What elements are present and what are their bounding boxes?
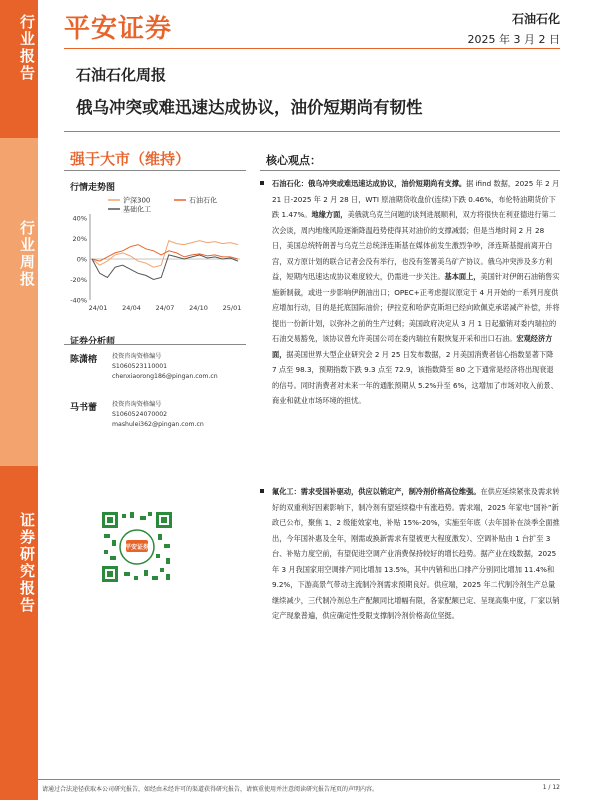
oil-macro-label: 宏观经济方面， (272, 334, 553, 359)
rating-divider (64, 170, 246, 171)
analyst-license-label: 投资咨询资格编号 (112, 401, 162, 408)
series-line (92, 255, 238, 280)
analyst-name: 马书蕾 (70, 403, 98, 413)
oil-lead: 石油石化：俄乌冲突或难迅速达成协议，油价短期尚有支撑。 (272, 179, 467, 188)
report-headline: 俄乌冲突或难迅速达成协议，油价短期尚有韧性 (76, 98, 423, 117)
key-view-oil (260, 176, 560, 409)
trend-chart-title: 行情走势图 (70, 183, 116, 193)
oil-supply-text: 美国针对伊朗石油销售实施新制裁，或进一步影响伊朗油出口；OPEC+正考虑提议原定于 4 月开始的一系列月度供应增加行动，目的是托底国际油价；伊拉克和哈萨克斯坦已经向欧佩克承诺减产补偿，并将提出一份新计划，以弥补之前的生产过剩；美国政府决定从 3 月 1 日起撤销对委内瑞拉的石油交易豁免，该协议曾允许美国公司在委内瑞拉有限恢复开采和出口石油。 (272, 272, 560, 343)
analyst-details (112, 400, 204, 430)
analyst-license-label: 投资咨询资格编号 (112, 353, 162, 360)
sidebar-bottom-band (0, 466, 38, 800)
headline-divider (64, 131, 560, 132)
x-tick-label: 25/01 (222, 304, 242, 312)
sidebar-label-industry-report: 行业报告 (18, 14, 36, 82)
sidebar-label-weekly: 行业周报 (18, 220, 36, 288)
x-tick-label: 24/01 (88, 304, 108, 312)
key-views-divider (260, 170, 560, 171)
analyst-license-number: S1060523110001 (112, 363, 168, 370)
header-divider (64, 48, 560, 49)
qr-code-icon[interactable] (100, 510, 174, 584)
y-tick-label: 40% (72, 214, 87, 223)
bullet-icon (260, 489, 264, 493)
page-number: 1 / 12 (542, 784, 560, 791)
sidebar-mid-band (0, 138, 38, 466)
oil-geo-label: 地缘方面， (311, 210, 348, 219)
y-tick-label: -40% (70, 296, 87, 305)
analyst-email[interactable]: mashulei362@pingan.com.cn (112, 421, 204, 428)
header-sector: 石油石化 (511, 12, 560, 26)
y-tick-label: 20% (72, 235, 87, 243)
y-tick-label: 0% (76, 255, 87, 264)
analyst-details (112, 352, 218, 382)
sidebar-label-securities-research: 证券研究报告 (18, 512, 36, 614)
bullet-icon (260, 181, 264, 185)
analyst-name: 陈潇榕 (70, 355, 98, 365)
qr-logo-text: 平安证券 (124, 544, 150, 551)
legend-label: 石油石化 (189, 196, 217, 205)
footer-divider (38, 779, 560, 780)
key-view-fluorochem (260, 484, 560, 624)
oil-geo-text: 美俄就乌克兰问题的谈判进展顺利，双方将很快在利亚德进行第二次会谈，周内地缘风险逐渐降温趋势使得其对油价的支撑减弱；但是当地时间 2 月 28 日，美国总统特朗普与乌克兰总统泽连斯基在媒体前发生激烈争吵，泽连斯基提前离开白宫，双方原计划的联合记者会没有举行，也没有签署美乌矿产协议。俄乌冲突涉及多方利益，短期内迅速达成协议难度较大，仍需进一步关注。 (272, 210, 556, 281)
report-series: 石油石化周报 (76, 66, 167, 84)
series-line (92, 245, 238, 262)
analyst-divider (64, 344, 246, 345)
x-tick-label: 24/10 (189, 304, 208, 312)
analyst-license-number: S1060524070002 (112, 411, 168, 418)
key-views-title: 核心观点： (266, 154, 321, 167)
sidebar-top-band (0, 0, 38, 138)
legend-label: 沪深300 (123, 196, 151, 205)
x-tick-label: 24/07 (155, 304, 175, 312)
oil-price-text: 据 ifind 数据，2025 年 2 月 21 日-2025 年 2 月 28 日，WTI 原油期货收盘价(连续)下跌 0.46%，布伦特油期货价下跌 1.47%。 (272, 179, 560, 219)
pingan-logo: 平安证券 (64, 14, 173, 44)
x-tick-label: 24/04 (122, 304, 141, 312)
header-date: 2025 年 3 月 2 日 (467, 33, 560, 46)
analyst-section-title: 证券分析师 (70, 337, 116, 347)
oil-macro-text: 据美国世界大型企业研究会 2 月 25 日发布数据，2 月美国消费者信心指数显著下降 7 点至 98.3，预期指数下跌 9.3 点至 72.9，该指数降至 80 之下通常是经济将出现衰退的信号。同时消费者对未来一年的通胀预期从 5.2%升至 6%，这增加了市场对收入前景、商业和就业市场环境的担忧。 (272, 349, 558, 405)
rating-label: 强于大市（维持） (70, 150, 191, 168)
oil-supply-label: 基本面上， (444, 272, 481, 281)
legend-label: 基础化工 (123, 205, 151, 214)
footer-disclaimer: 请通过合法途径获取本公司研究报告，如经由未经许可的渠道获得研究报告，请慎重使用并注意阅读研究报告尾页的声明内容。 (42, 786, 379, 793)
analyst-email[interactable]: chenxiaorong186@pingan.com.cn (112, 373, 218, 380)
fluoro-lead: 氟化工：需求受国补驱动，供应以销定产，制冷剂价格高位维强。 (272, 487, 481, 496)
trend-chart (62, 192, 248, 314)
y-tick-label: -20% (70, 276, 87, 284)
fluoro-text: 在供应延续紧张及需求转好的双重利好因素影响下，制冷剂有望延续稳中有涨趋势。需求端，2025 年家电“国补”新政已公布，聚焦 1、2 级能效家电，补贴 15%-20%，实施至年底（去年国补在淡季全面推出，今年国补惠及全年，刚需或换新需求有望被更大程度激发）、空调补贴由 1 台扩至 3 台、补贴力度空前，有望促进空调产业消费保持较好的增长趋势。据产业在线数据，2025 年 3 月我国家用空调排产同比增加 13.5%，其中内销和出口排产分别同比增加 11.4%和 9.2%，下游高景气带动主流制冷剂需求预期良好。供应端，2025 年二代制冷剂生产总量继续减少，三代制冷剂总生产配额同比增幅有限，各家配额已定、呈现高集中度，厂家以销定产现象普遍，供应确定性受限支撑制冷剂价格高位坚挺。 (272, 487, 560, 620)
